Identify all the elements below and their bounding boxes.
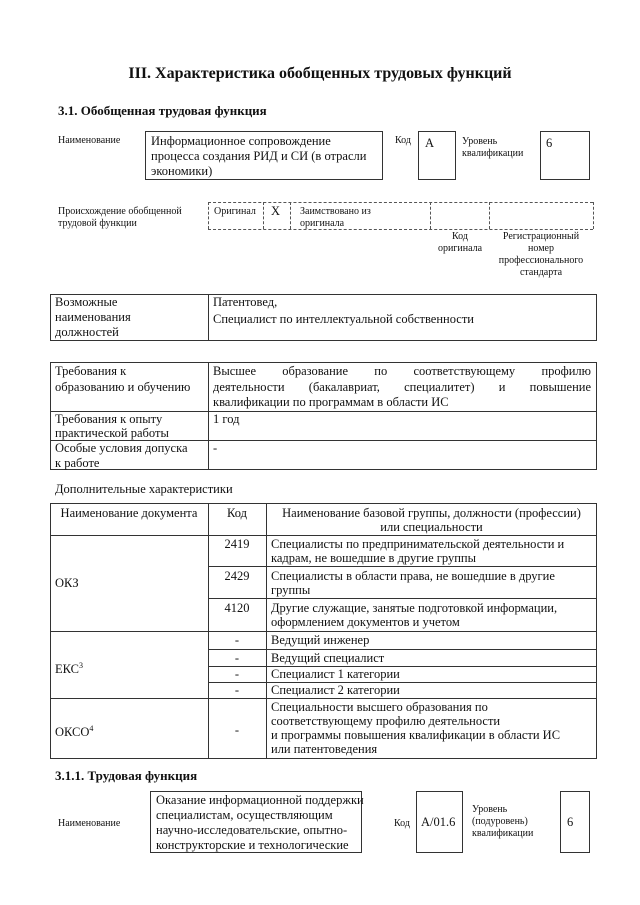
requirements-divider xyxy=(208,362,209,470)
eks-code-4: - xyxy=(234,683,240,697)
gtf-name-label: Наименование xyxy=(58,135,121,146)
eks-name-3: Специалист 1 категории xyxy=(271,667,400,681)
okz-row-line-2 xyxy=(208,598,597,599)
gtf-name-line-1: Информационное сопровождение xyxy=(151,134,331,148)
positions-divider xyxy=(208,294,209,341)
positions-label-3: должностей xyxy=(55,325,119,339)
education-label-2: образованию и обучению xyxy=(55,380,191,394)
okz-name-2a: Специалисты в области права, не вошедшие в другие xyxy=(271,569,555,583)
positions-value-1: Патентовед, xyxy=(213,295,278,309)
origin-code-caption-2: оригинала xyxy=(437,243,483,254)
tf-level-label-1: Уровень xyxy=(472,804,508,815)
okz-code-3: 4120 xyxy=(224,601,250,615)
origin-reg-caption-3: профессионального xyxy=(498,255,584,266)
eks-row-line-2 xyxy=(208,666,597,667)
eks-row-line-3 xyxy=(208,682,597,683)
tf-level-label-3: квалификации xyxy=(472,828,534,839)
tf-code-label: Код xyxy=(394,818,410,829)
origin-reg-caption-4: стандарта xyxy=(519,267,563,278)
origin-original-mark: Х xyxy=(271,204,281,218)
origin-code-caption-1: Код xyxy=(452,231,468,242)
origin-reg-caption-2: номер xyxy=(528,243,554,254)
okz-name-1a: Специалисты по предпринимательской деятельности и xyxy=(271,537,565,551)
origin-divider-4 xyxy=(489,202,490,229)
tf-name-line-2: специалистам, осуществляющим xyxy=(156,808,333,822)
origin-label-1: Происхождение обобщенной xyxy=(58,206,182,217)
education-value-2: деятельности (бакалавриат, специалитет) и повышение xyxy=(213,380,591,394)
gtf-level-label-2: квалификации xyxy=(462,148,524,159)
origin-top-border xyxy=(208,202,593,203)
gtf-code-value: А xyxy=(425,136,435,150)
education-value-1: Высшее образование по соответствующему профилю xyxy=(213,364,591,378)
eks-name-4: Специалист 2 категории xyxy=(271,683,400,697)
origin-divider-3 xyxy=(430,202,431,229)
okso-doc-text: ОКСО xyxy=(55,725,90,740)
positions-label-2: наименования xyxy=(55,310,131,324)
okso-name-3: и программы повышения квалификации в области ИС xyxy=(271,728,561,742)
tf-level-value: 6 xyxy=(567,815,574,829)
okz-name-3a: Другие служащие, занятые подготовкой информации, xyxy=(271,601,558,615)
special-label-1: Особые условия допуска xyxy=(55,441,188,455)
okso-footnote-mark: 4 xyxy=(89,724,94,733)
okso-name-1: Специальности высшего образования по xyxy=(271,700,488,714)
experience-value: 1 год xyxy=(213,412,240,426)
okz-name-2b: группы xyxy=(271,583,311,597)
eks-name-2: Ведущий специалист xyxy=(271,651,385,665)
okz-code-1: 2419 xyxy=(224,537,250,551)
tf-name-line-3: научно-исследовательские, опытно- xyxy=(156,823,348,837)
positions-value-2: Специалист по интеллектуальной собственности xyxy=(213,312,474,326)
eks-name-1: Ведущий инженер xyxy=(271,633,370,647)
eks-code-3: - xyxy=(234,667,240,681)
tf-code-value: А/01.6 xyxy=(421,815,456,829)
special-value: - xyxy=(213,441,218,455)
origin-bottom-border xyxy=(208,229,593,230)
okso-name-4: или патентоведения xyxy=(271,742,378,756)
okz-name-1b: кадрам, не вошедшие в другие группы xyxy=(271,551,476,565)
gtf-level-label-1: Уровень xyxy=(462,136,498,147)
origin-divider-0 xyxy=(208,202,209,229)
origin-original-label: Оригинал xyxy=(214,206,256,217)
origin-borrowed-label-2: оригинала xyxy=(300,218,345,229)
gtf-code-box xyxy=(418,131,456,180)
origin-divider-2 xyxy=(290,202,291,229)
eks-bottom-line xyxy=(50,698,597,699)
origin-label-2: трудовой функции xyxy=(58,218,137,229)
gtf-level-value: 6 xyxy=(546,136,553,150)
okz-code-2: 2429 xyxy=(224,569,250,583)
experience-label-2: практической работы xyxy=(55,426,169,440)
special-label-2: к работе xyxy=(55,456,100,470)
eks-code-2: - xyxy=(234,651,240,665)
header-code: Код xyxy=(227,506,247,520)
eks-doc xyxy=(55,658,83,677)
tf-name-label: Наименование xyxy=(58,818,121,829)
page-title: III. Характеристика обобщенных трудовых функций xyxy=(128,65,512,82)
tf-level-box xyxy=(560,791,590,853)
header-name-1: Наименование базовой группы, должности (профессии) xyxy=(282,506,581,520)
okz-doc: ОКЗ xyxy=(55,576,79,590)
gtf-code-label: Код xyxy=(395,135,411,146)
gtf-name-line-2: процесса создания РИД и СИ (в отрасли xyxy=(151,149,367,163)
tf-name-line-1: Оказание информационной поддержки xyxy=(156,793,364,807)
eks-code-1: - xyxy=(234,633,240,647)
positions-label-1: Возможные xyxy=(55,295,118,309)
okz-name-3b: оформлением документов и учетом xyxy=(271,615,460,629)
okz-bottom-line xyxy=(50,631,597,632)
education-value-3: квалификации по программам в области ИС xyxy=(213,395,449,409)
education-label-1: Требования к xyxy=(55,364,127,378)
okso-name-2: соответствующему профилю деятельности xyxy=(271,714,501,728)
tf-heading: 3.1.1. Трудовая функция xyxy=(55,768,198,783)
header-name-2: или специальности xyxy=(380,520,483,534)
origin-borrowed-label-1: Заимствовано из xyxy=(300,206,371,217)
experience-label-1: Требования к опыту xyxy=(55,412,163,426)
header-doc: Наименование документа xyxy=(60,506,198,520)
eks-row-line-1 xyxy=(208,649,597,650)
okso-doc xyxy=(55,721,93,740)
additional-heading: Дополнительные характеристики xyxy=(55,482,233,496)
tf-name-line-4: конструкторские и технологические xyxy=(156,838,349,852)
origin-divider-1 xyxy=(263,202,264,229)
tf-level-label-2: (подуровень) xyxy=(472,816,528,827)
origin-reg-caption-1: Регистрационный xyxy=(502,231,580,242)
eks-footnote-mark: 3 xyxy=(79,661,83,670)
okso-code: - xyxy=(234,723,240,737)
section-heading: 3.1. Обобщенная трудовая функция xyxy=(58,103,267,118)
gtf-name-line-3: экономики) xyxy=(151,164,213,178)
eks-doc-text: ЕКС xyxy=(55,662,79,677)
origin-divider-5 xyxy=(593,202,594,229)
okz-row-line-1 xyxy=(208,566,597,567)
additional-header-line xyxy=(50,535,597,536)
